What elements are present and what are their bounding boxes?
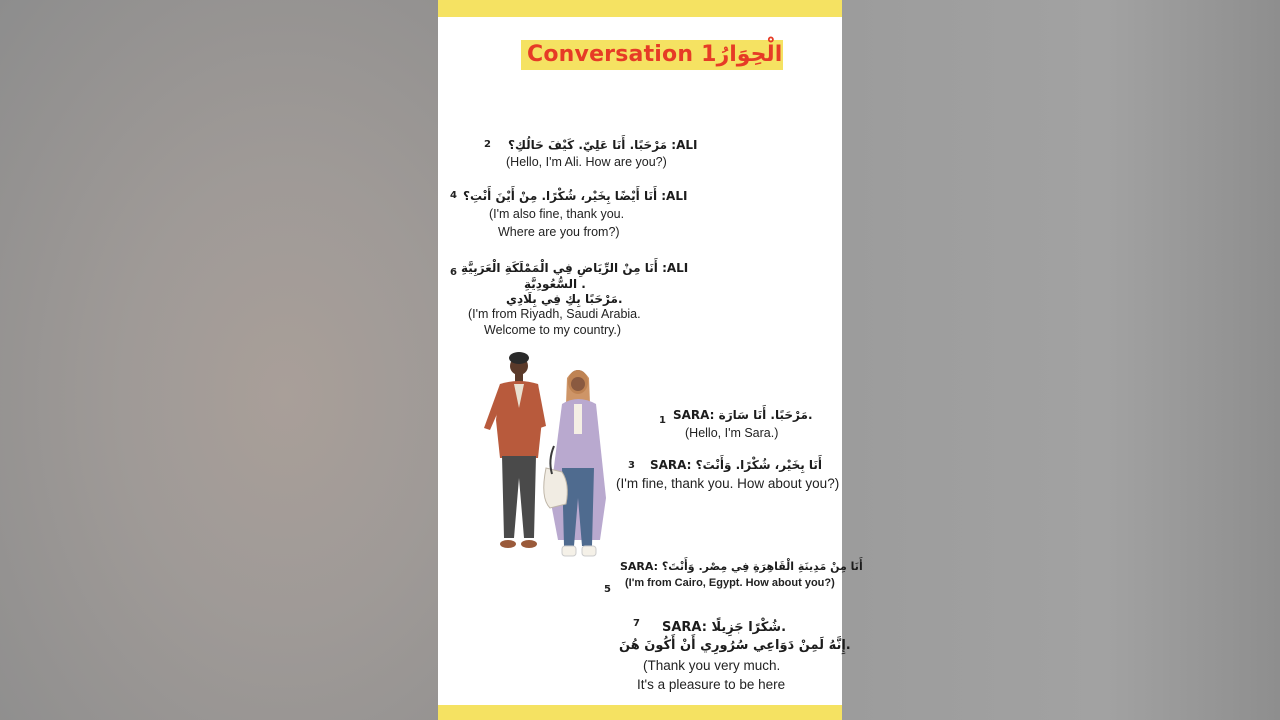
ali-line-4-english-1: (I'm also fine, thank you.	[489, 207, 625, 221]
ali-line-4-arabic: أَنَا أَيْضًا بِخَيْر، شُكْرًا. مِنْ أَيْنَ أَنْتِ؟ :ALI	[463, 189, 688, 203]
ali-line-2-arabic: مَرْحَبًا. أَنَا عَلِيّ. كَيْفَ حَالُكِ؟ :ALI	[508, 138, 698, 152]
page-title: Conversation 1الْحِوَارُ	[527, 42, 783, 67]
line-number-3: 3	[628, 460, 635, 471]
sara-line-1-english: (Hello, I'm Sara.)	[685, 426, 779, 440]
ali-line-6-english-1: (I'm from Riyadh, Saudi Arabia.	[468, 307, 641, 321]
ali-figure	[484, 352, 546, 548]
background-left	[0, 0, 438, 720]
ali-line-6-english-2: Welcome to my country.)	[484, 323, 622, 337]
ali-line-6-arabic-1: أَنَا مِنْ الرِّيَاضِ فِي الْمَمْلَكَةِ الْعَرَبِيَّةِ :ALI	[461, 261, 689, 275]
sara-line-3-arabic: SARA: أَنَا بِخَيْر، شُكْرًا. وَأَنْتَ؟	[650, 458, 823, 472]
ali-line-4-english-2: Where are you from?)	[498, 225, 620, 239]
sara-line-7-arabic-2: إِنَّهُ لَمِنْ دَوَاعِي سُرُورِي أَنْ أَكُونَ هُنَ.	[619, 638, 851, 653]
bottom-yellow-bar	[438, 705, 842, 720]
sara-line-7-arabic-1: SARA: شُكْرًا جَزِيلًا.	[662, 620, 787, 635]
ali-line-2-english: (Hello, I'm Ali. How are you?)	[506, 155, 667, 169]
ali-line-6-arabic-3: مَرْحَبًا بِكِ فِي بِلَادِي.	[506, 292, 623, 306]
line-number-7: 7	[633, 618, 640, 629]
conversation-panel	[438, 0, 863, 720]
line-number-6: 6	[450, 267, 457, 278]
line-number-1: 1	[659, 415, 666, 426]
background-right	[842, 0, 1280, 720]
top-yellow-bar	[438, 0, 842, 17]
sara-line-7-english-1: (Thank you very much.	[643, 658, 781, 673]
couple-illustration	[478, 348, 623, 580]
sara-line-1-arabic: SARA: مَرْحَبًا. أَنَا سَارَة.	[673, 408, 813, 422]
line-number-2: 2	[484, 139, 491, 150]
ali-line-6-arabic-2: السُّعُودِيَّةِ .	[524, 277, 586, 291]
line-number-4: 4	[450, 190, 457, 201]
line-number-5: 5	[604, 584, 611, 595]
sara-figure	[544, 370, 606, 556]
sara-line-7-english-2: It's a pleasure to be here	[637, 677, 786, 692]
sara-line-5-english: (I'm from Cairo, Egypt. How about you?)	[625, 577, 835, 589]
sara-line-3-english: (I'm fine, thank you. How about you?)	[616, 476, 840, 491]
sara-line-5-arabic: SARA: أَنَا مِنْ مَدِينَةِ الْقَاهِرَةِ فِي مِصْر. وَأَنْتَ؟	[620, 560, 863, 573]
